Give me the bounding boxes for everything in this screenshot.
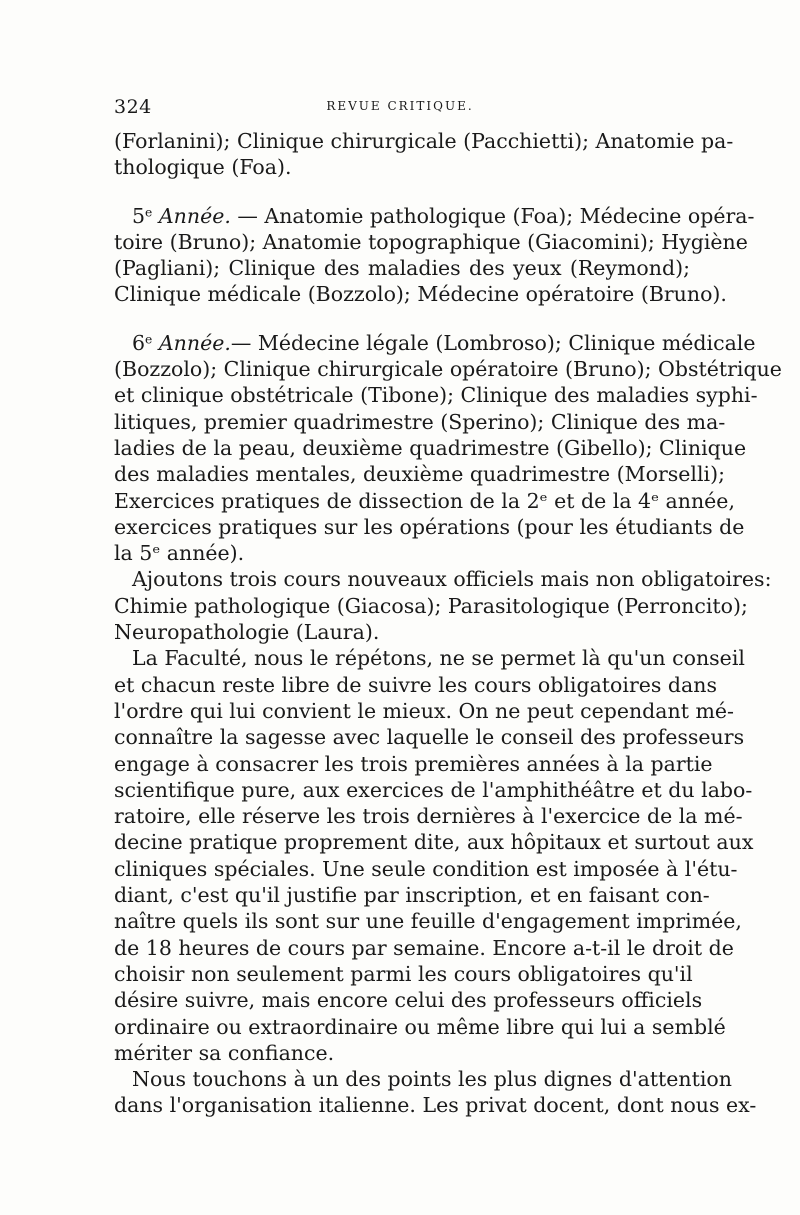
text-line: diant, c'est qu'il justifie par inscription, et en faisant con- <box>114 883 710 908</box>
running-head <box>114 96 686 118</box>
year-label: Année. <box>158 330 231 355</box>
text-line: ordinaire ou extraordinaire ou même libre qui lui a semblé <box>114 1014 726 1039</box>
paragraph-new-courses <box>114 566 772 645</box>
text-line: dans l'organisation italienne. Les privat docent, dont nous ex- <box>114 1093 757 1118</box>
text-line: cliniques spéciales. Une seule condition est imposée à l'étu- <box>114 856 738 881</box>
year-superscript: e <box>145 332 153 347</box>
text-line: (Pagliani); Clinique des maladies des yeux (Reymond); <box>114 256 690 281</box>
year-label: Année. <box>158 203 231 228</box>
year-superscript: e <box>145 204 153 219</box>
text-line: Ajoutons trois cours nouveaux officiels mais non obligatoires: <box>132 567 772 592</box>
running-title: REVUE CRITIQUE. <box>326 99 474 113</box>
year-number: 6 <box>132 330 146 355</box>
text-line: engage à consacrer les trois premières années à la partie <box>114 751 713 776</box>
text-line: de 18 heures de cours par semaine. Encore a-t-il le droit de <box>114 935 734 960</box>
text-line: Chimie pathologique (Giacosa); Parasitologique (Perroncito); <box>114 593 748 618</box>
text-line: et clinique obstétricale (Tibone); Clinique des maladies syphi- <box>114 383 758 408</box>
paragraph-year5 <box>114 203 755 308</box>
text-line: naître quels ils sont sur une feuille d'engagement imprimée, <box>114 909 742 934</box>
text-line: toire (Bruno); Anatomie topographique (Giacomini); Hygiène <box>114 229 748 254</box>
text-line: l'ordre qui lui convient le mieux. On ne peut cependant mé- <box>114 698 734 723</box>
text-line-content: — Anatomie pathologique (Foa); Médecine opéra- <box>237 203 755 228</box>
body-text <box>114 128 782 1119</box>
text-line: ratoire, elle réserve les trois dernières à l'exercice de la mé- <box>114 804 743 829</box>
text-line: litiques, premier quadrimestre (Sperino); Clinique des ma- <box>114 409 726 434</box>
text-line: et chacun reste libre de suivre les cours obligatoires dans <box>114 672 717 697</box>
text-line <box>114 203 755 229</box>
paragraph-faculty-advice <box>114 645 754 1066</box>
text-line: (Bozzolo); Clinique chirurgicale opératoire (Bruno); Obstétrique <box>114 357 782 382</box>
paragraph-year4-continuation <box>114 128 734 181</box>
year-number: 5 <box>132 203 146 228</box>
text-line: connaître la sagesse avec laquelle le conseil des professeurs <box>114 725 745 750</box>
text-line: la 5ᵉ année). <box>114 541 245 566</box>
text-line: thologique (Foa). <box>114 155 292 180</box>
text-line: Exercices pratiques de dissection de la 2ᵉ et de la 4ᵉ année, <box>114 488 735 513</box>
text-line: des maladies mentales, deuxième quadrimestre (Morselli); <box>114 462 726 487</box>
text-line <box>114 330 756 356</box>
text-line: Nous touchons à un des points les plus dignes d'attention <box>132 1067 732 1092</box>
text-line: choisir non seulement parmi les cours obligatoires qu'il <box>114 961 693 986</box>
text-line: Neuropathologie (Laura). <box>114 620 380 645</box>
text-line: decine pratique proprement dite, aux hôpitaux et surtout aux <box>114 830 754 855</box>
text-line: La Faculté, nous le répétons, ne se permet là qu'un conseil <box>132 646 745 671</box>
page-number: 324 <box>114 96 152 118</box>
text-line: (Forlanini); Clinique chirurgicale (Pacchietti); Anatomie pa- <box>114 129 734 153</box>
text-line: scientifique pure, aux exercices de l'amphithéâtre et du labo- <box>114 777 753 802</box>
text-line: Clinique médicale (Bozzolo); Médecine opératoire (Bruno). <box>114 282 727 307</box>
text-line: ladies de la peau, deuxième quadrimestre (Gibello); Clinique <box>114 435 747 460</box>
text-line: mériter sa confiance. <box>114 1040 335 1065</box>
text-line: désire suivre, mais encore celui des professeurs officiels <box>114 988 703 1013</box>
text-line: exercices pratiques sur les opérations (pour les étudiants de <box>114 514 745 539</box>
text-line-content: — Médecine légale (Lombroso); Clinique médicale <box>230 330 756 355</box>
paragraph-privat-docent <box>114 1066 757 1119</box>
paragraph-year6 <box>114 330 782 567</box>
